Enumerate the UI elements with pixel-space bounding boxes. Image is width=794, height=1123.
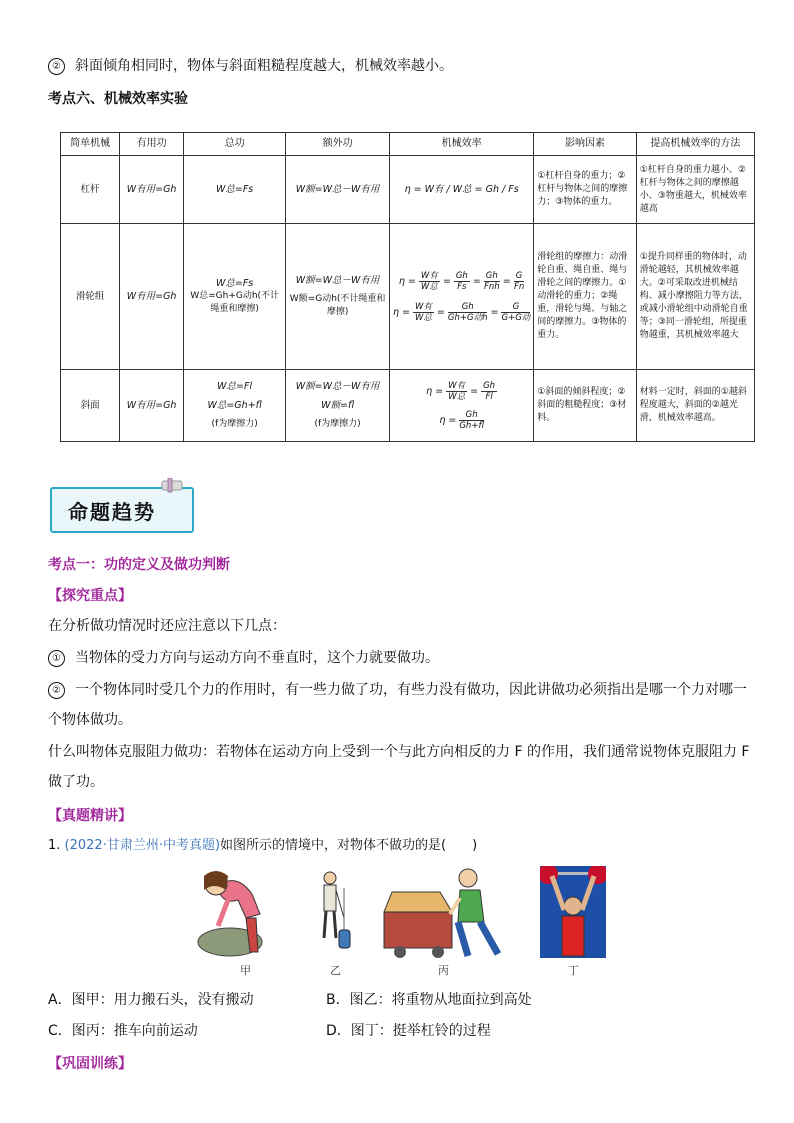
figure-label-yi: 乙: [330, 964, 341, 977]
improve-methods: ①提升同样重的物体时，动滑轮越轻，其机械效率越大。②可采取改进机械结构、减小摩擦阻力等方法，或减小滑轮组中动滑轮自重等；③同一滑轮组，所提重物越重，其机械效率越大: [636, 224, 754, 370]
note-1-number: ①: [48, 650, 65, 667]
total-work: W总=Fs: [184, 156, 286, 224]
note-2-cont: 个物体做功。: [48, 712, 132, 728]
table-row: [61, 370, 755, 442]
total-work-line: (f为摩擦力): [211, 419, 258, 429]
extra-work-line: W额=W总－W有用: [295, 275, 380, 286]
option-a[interactable]: A．图甲：用力搬石头，没有搬动: [48, 992, 254, 1008]
consolidate-title: 【巩固训练】: [48, 1056, 132, 1072]
efficiency-formula: [389, 224, 533, 370]
extra-work: [286, 370, 390, 442]
extra-work-line: (f为摩擦力): [314, 419, 361, 429]
fraction: $\frac{Gh}{\text{Gh+G动h}}$: [447, 301, 488, 323]
machine-name: 滑轮组: [61, 224, 120, 370]
fraction: $\frac{Gh}{Fl}$: [483, 380, 496, 402]
explore-title: 【探究重点】: [48, 588, 132, 604]
option-c[interactable]: C．图丙：推车向前运动: [48, 1023, 198, 1039]
influence-factors: ①斜面的倾斜程度；②斜面的粗糙程度；③材料。: [534, 370, 636, 442]
figure-jia-image: [190, 864, 280, 960]
total-work: [184, 370, 286, 442]
fraction: $\frac{Gh}{\text{Fnh}}$: [483, 270, 500, 292]
total-work-line: W总=Gh+fl: [207, 400, 262, 411]
fraction: $\frac{G}{\text{G+G动}}$: [501, 301, 531, 323]
table-row: [61, 224, 755, 370]
figure-label-bing: 丙: [438, 964, 449, 977]
question-1: [48, 836, 477, 856]
extra-work: W额=W总－W有用: [286, 156, 390, 224]
section6-title: 考点六、机械效率实验: [48, 91, 188, 107]
table-header: 简单机械: [61, 133, 120, 156]
total-work-line: W总=Fl: [217, 381, 253, 392]
table-header: 影响因素: [534, 133, 636, 156]
note-2-number: ②: [48, 682, 65, 699]
machine-name: 斜面: [61, 370, 120, 442]
useful-work: W有用=Gh: [120, 156, 184, 224]
fraction: $\frac{\text{W有}}{\text{W总}}$: [448, 380, 466, 402]
figure-yi-image: [312, 868, 352, 960]
note-lead: 在分析做功情况时还应注意以下几点：: [48, 618, 286, 634]
intro-text: 斜面倾角相同时，物体与斜面粗糙程度越大，机械效率越小。: [75, 58, 453, 74]
overcome-text-cont: 做了功。: [48, 774, 104, 790]
efficiency-formula: η = W有 / W总 = Gh / Fs: [389, 156, 533, 224]
extra-work-line: W额=W总－W有用: [295, 381, 380, 392]
intro-line: [48, 56, 453, 76]
figure-label-ding: 丁: [568, 964, 579, 977]
efficiency-eq-1: η = $\frac{\text{W有}}{\text{W总}}$ = $\frac{Gh}{Fs}$ = $\frac{Gh}{\text{Fnh}}$ = $\frac{G}{Fn}$: [398, 270, 525, 292]
machine-name: 杠杆: [61, 156, 120, 224]
clip-icon: [160, 478, 188, 494]
useful-work: W有用=Gh: [120, 224, 184, 370]
note-2: [48, 680, 747, 700]
total-work-line: W总=Gh+G动h(不计绳重和摩擦): [190, 291, 280, 314]
improve-methods: 材料一定时，斜面的①越斜程度越大，斜面的②越光滑，机械效率越高。: [636, 370, 754, 442]
total-work: [184, 224, 286, 370]
table-header: 额外功: [286, 133, 390, 156]
table-header: 有用功: [120, 133, 184, 156]
efficiency-eq-2: η = $\frac{Gh}{Gh+fl}$: [439, 409, 484, 431]
table-row: [61, 156, 755, 224]
fraction: $\frac{\text{W有}}{\text{W总}}$: [420, 270, 438, 292]
total-work-line: W总=Fs: [215, 278, 254, 289]
figure-ding-image: [540, 866, 606, 958]
table-header: 总功: [184, 133, 286, 156]
question-source: (2022·甘肃兰州·中考真题): [64, 838, 221, 853]
question-text: 如图所示的情境中，对物体不做功的是( ): [220, 838, 478, 853]
extra-work: [286, 224, 390, 370]
efficiency-eq-2: η = $\frac{\text{W有}}{\text{W总}}$ = $\frac{Gh}{\text{Gh+G动h}}$ = $\frac{G}{\text{G+G动}}$: [392, 301, 531, 323]
overcome-text: 什么叫物体克服阻力做功：若物体在运动方向上受到一个与此方向相反的力 F 的作用，我们通常说物体克服阻力 F: [48, 744, 750, 760]
option-d[interactable]: D．图丁：挺举杠铃的过程: [326, 1023, 491, 1039]
figure-label-jia: 甲: [240, 964, 251, 977]
useful-work: W有用=Gh: [120, 370, 184, 442]
extra-work-line: W额=fl: [321, 400, 355, 411]
intro-number: ②: [48, 58, 65, 75]
fraction: $\frac{\text{W有}}{\text{W总}}$: [415, 301, 432, 323]
note-1-text: 当物体的受力方向与运动方向不垂直时，这个力就要做功。: [75, 650, 439, 666]
efficiency-table: [60, 132, 755, 442]
note-2-text: 一个物体同时受几个力的作用时，有一些力做了功，有些力没有做功，因此讲做功必须指出是哪一个力对哪一: [75, 682, 747, 698]
table-header-row: [61, 133, 755, 156]
influence-factors: ①杠杆自身的重力；②杠杆与物体之间的摩擦力；③物体的重力。: [534, 156, 636, 224]
extra-work-line: W额=G动h(不计绳重和摩擦): [289, 294, 386, 317]
option-b[interactable]: B．图乙：将重物从地面拉到高处: [326, 992, 532, 1008]
trend-banner-title: 命题趋势: [68, 500, 156, 524]
table-header: 机械效率: [389, 133, 533, 156]
figure-bing-image: [380, 864, 504, 960]
kp1-title: 考点一：功的定义及做功判断: [48, 557, 230, 573]
fraction: $\frac{Gh}{Gh+fl}$: [459, 409, 484, 431]
fraction: $\frac{Gh}{Fs}$: [455, 270, 468, 292]
efficiency-formula: [389, 370, 533, 442]
note-1: [48, 648, 439, 668]
improve-methods: ①杠杆自身的重力越小、②杠杆与物体之间的摩擦越小、③物重越大，机械效率越高: [636, 156, 754, 224]
question-number: 1.: [48, 838, 61, 853]
efficiency-eq-1: η = $\frac{\text{W有}}{\text{W总}}$ = $\frac{Gh}{Fl}$: [426, 380, 496, 402]
table-header: 提高机械效率的方法: [636, 133, 754, 156]
real-title: 【真题精讲】: [48, 808, 132, 824]
influence-factors: 滑轮组的摩擦力：动滑轮自重、绳自重、绳与滑轮之间的摩擦力。①动滑轮的重力；②绳重，滑轮与绳、与轴之间的摩擦力。③物体的重力。: [534, 224, 636, 370]
fraction: $\frac{G}{Fn}$: [513, 270, 525, 292]
